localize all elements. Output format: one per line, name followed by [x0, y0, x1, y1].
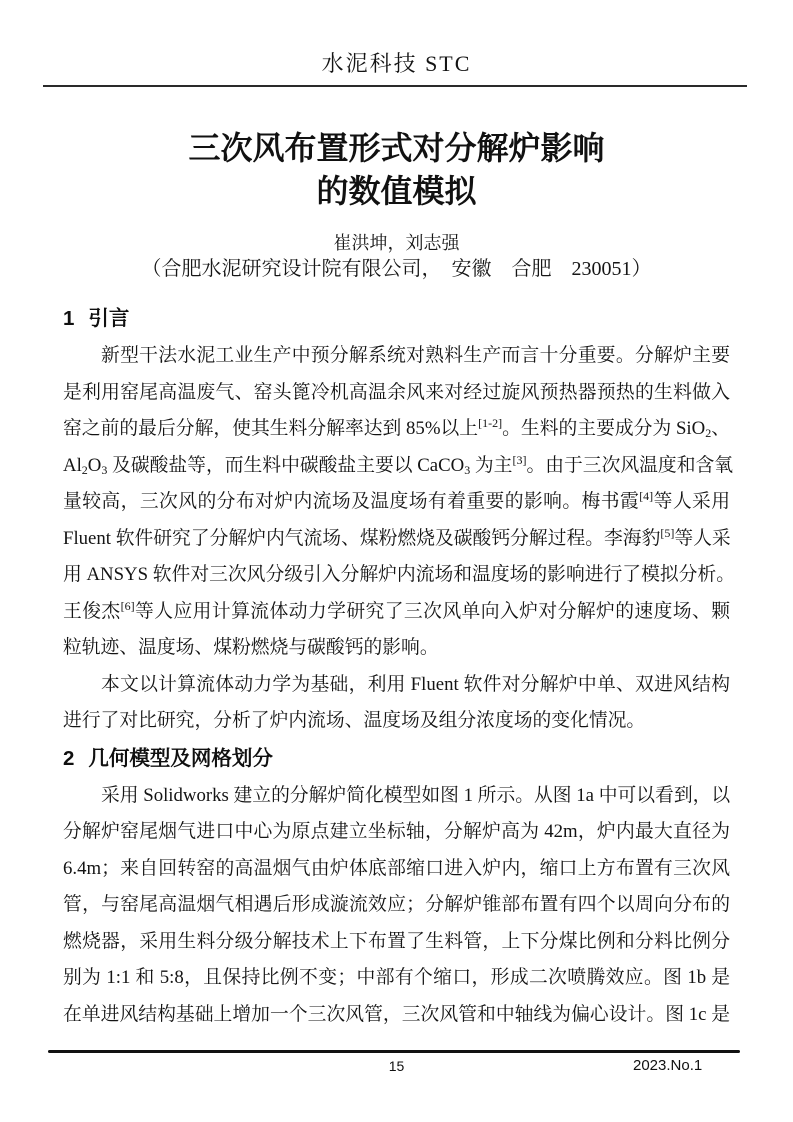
text-run: 王俊杰: [63, 600, 121, 622]
text-line: [63, 887, 730, 924]
text-run: 及碳酸盐等，而生料中碳酸盐主要以 CaCO: [107, 454, 465, 476]
text-run: 用 ANSYS 软件对三次风分级引入分解炉内流场和温度场的影响进行了模拟分析。: [63, 564, 735, 585]
text-run: 新型干法水泥工业生产中预分解系统对熟料生产而言十分重要。分解炉主要: [101, 345, 730, 366]
section-heading: [63, 300, 730, 338]
paragraph: [63, 338, 735, 667]
section-title: 几何模型及网格划分: [88, 746, 273, 770]
text-line: [63, 778, 730, 815]
text-run: 等人采: [674, 527, 731, 549]
text-run: 为主: [470, 454, 513, 476]
text-line: [63, 411, 730, 448]
text-run: 等人应用计算流体动力学研究了三次风单向入炉对分解炉的速度场、颗: [134, 600, 731, 622]
text-run: Al: [63, 454, 82, 476]
text-line: [63, 521, 730, 558]
text-run: 粒轨迹、温度场、煤粉燃烧与碳酸钙的影响。: [63, 637, 439, 658]
article-body: [63, 300, 735, 1033]
text-line: [63, 924, 730, 961]
text-line: [63, 594, 730, 631]
footer-issue: 2023.No.1: [633, 1057, 703, 1074]
text-run: 分解炉窑尾烟气进口中心为原点建立坐标轴，分解炉高为 42m，炉内最大直径为: [63, 821, 730, 842]
text-run: 进行了对比研究，分析了炉内流场、温度场及组分浓度场的变化情况。: [63, 710, 646, 731]
journal-header: 水泥科技 STC: [321, 51, 472, 76]
section-title: 引言: [88, 307, 130, 330]
chemical-subscript: 2: [705, 426, 712, 440]
text-line: [63, 814, 730, 851]
text-run: 别为 1:1 和 5:8，且保持比例不变；中部有个缩口，形成二次喷腾效应。图 1b 是: [63, 967, 730, 988]
text-line: [63, 375, 730, 412]
text-run: 。由于三次风温度和含氧: [526, 454, 734, 476]
text-run: O: [87, 454, 102, 476]
text-run: 燃烧器，采用生料分级分解技术上下布置了生料管，上下分煤比例和分料比例分: [63, 930, 730, 952]
text-line: [63, 557, 735, 594]
paper-title-line-1: 三次风布置形式对分解炉影响: [188, 130, 605, 166]
text-line: [63, 997, 730, 1034]
header-rule: [43, 85, 747, 87]
text-line: [63, 448, 734, 485]
section-number: 2: [63, 746, 75, 770]
chemical-subscript: 3: [101, 462, 108, 477]
text-run: 管，与窑尾高温烟气相遇后形成漩流效应；分解炉锥部布置有四个以周向分布的: [63, 894, 730, 915]
paper-title: [0, 127, 793, 213]
text-run: Fluent 软件研究了分解炉内气流场、煤粉燃烧及碳酸钙分解过程。李海豹: [63, 527, 661, 549]
section-heading: [63, 740, 730, 778]
authors: 崔洪坤，刘志强: [333, 233, 460, 253]
affiliation: （合肥水泥研究设计院有限公司， 安徽 合肥 230051）: [141, 258, 652, 280]
chemical-subscript: 2: [81, 462, 88, 477]
text-line: [63, 484, 730, 521]
footer-page-number: 15: [388, 1058, 405, 1074]
citation-superscript: [6]: [120, 598, 135, 613]
text-run: 窑之前的最后分解，使其生料分解率达到 85%以上: [63, 418, 479, 439]
citation-superscript: [1-2]: [478, 416, 503, 430]
text-line: [63, 338, 730, 375]
citation-superscript: [4]: [639, 489, 654, 503]
paragraph: [63, 778, 730, 1034]
text-run: 本文以计算流体动力学为基础，利用 Fluent 软件对分解炉中单、双进风结构: [101, 673, 730, 695]
section-number: 1: [63, 307, 75, 330]
text-line: [63, 667, 730, 704]
text-line: [63, 851, 730, 888]
footer-rule: [48, 1050, 740, 1053]
text-run: 是利用窑尾高温废气、窑头篦冷机高温余风来对经过旋风预热器预热的生料做入: [63, 381, 730, 403]
citation-superscript: [3]: [512, 452, 527, 467]
paragraph: [63, 667, 730, 740]
text-run: 在单进风结构基础上增加一个三次风管，三次风管和中轴线为偏心设计。图 1c 是: [63, 1003, 730, 1025]
text-run: 采用 Solidworks 建立的分解炉简化模型如图 1 所示。从图 1a 中可以看到，以: [101, 784, 731, 806]
text-run: 等人采用: [653, 491, 731, 512]
text-run: 量较高，三次风的分布对炉内流场及温度场有着重要的影响。梅书霞: [63, 491, 640, 512]
text-run: 。生料的主要成分为 SiO: [502, 418, 706, 439]
text-run: 6.4m；来自回转窑的高温烟气由炉体底部缩口进入炉内，缩口上方布置有三次风: [63, 857, 730, 879]
text-line: [63, 703, 730, 740]
text-line: [63, 630, 730, 667]
text-line: [63, 960, 730, 997]
text-run: 、: [711, 418, 731, 439]
chemical-subscript: 3: [464, 462, 471, 477]
paper-title-line-2: 的数值模拟: [316, 173, 477, 209]
citation-superscript: [5]: [660, 525, 675, 540]
